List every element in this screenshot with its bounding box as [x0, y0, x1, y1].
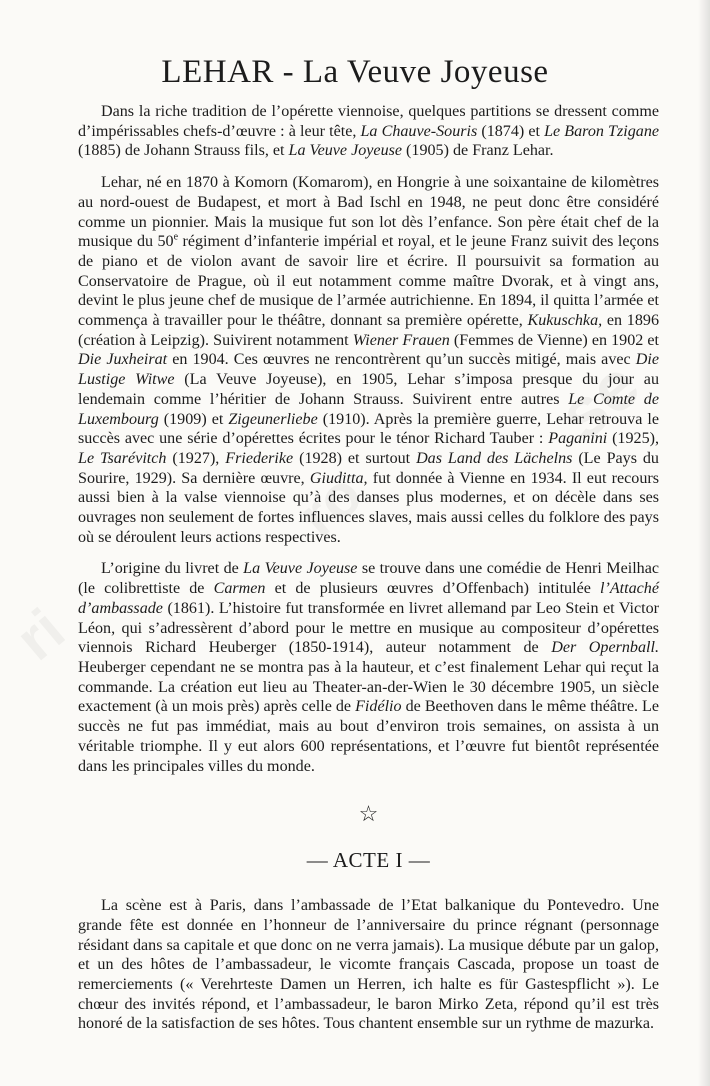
- italic-title: Der Opernball.: [551, 639, 659, 657]
- italic-title: La Chauve-Souris: [360, 122, 478, 140]
- text-run: fut donnée à Vienne en 1934. Il eut recours aussi bien à la valse viennoise qu’à des danses plus modernes, et on décèle dans ses ouvrages non seulement de fortes influences slaves, mais aussi celles du folklore des pays où se déroulent leurs actions respectives.: [78, 469, 659, 546]
- text-run: régiment d’infanterie impérial et royal, et le jeune Franz suivit des leçons de piano et de violon avant de savoir lire et écrire. Il poursuivit sa formation au Conservatoire de Prague, où il eut notamment comme maître Dvorak, et à vingt ans, devint le plus jeune chef de musique de l’armée autrichienne. En 1894, il quitta l’armée et commença à travailler pour le théâtre, donnant sa première opérette,: [78, 233, 659, 330]
- italic-title: Giuditta,: [309, 469, 368, 487]
- act-heading: — ACTE I —: [306, 848, 431, 873]
- text-run: (1905) de Franz Lehar.: [402, 142, 554, 160]
- text-run: et de plusieurs œuvres d’Offenbach) intitulée: [265, 580, 601, 598]
- text-run: (1909) et: [158, 410, 229, 428]
- text-run: (1874) et: [477, 122, 545, 140]
- italic-title: Die Lustige Witwe: [78, 351, 659, 389]
- italic-title: La Veuve Joyeuse: [243, 560, 358, 578]
- italic-title: Le Comte de Luxembourg: [78, 390, 659, 428]
- text-run: Lehar, né en 1870 à Komorn (Komarom), en Hongrie à une soixantaine de kilomètres au nord-ouest de Budapest, et mort à Bad Ischl en 1948, ne peut donc être considéré comme un pionnier. Mais la musique fut son lot dès l’enfance. Son père était chef de la musique du 50: [78, 174, 659, 251]
- text-run: (Le Pays du Sourire, 1929). Sa dernière œuvre,: [78, 449, 659, 487]
- article-body: [78, 102, 659, 1034]
- text-run: (La Veuve Joyeuse), en 1905, Lehar s’imposa presque du jour au lendemain comme l’héritier de Johann Strauss. Suivirent entre autres: [78, 371, 659, 408]
- italic-title: l’Attaché d’ambassade: [78, 580, 659, 617]
- text-run: (1910). Après la première guerre, Lehar retrouva le succès avec une série d’opérettes écrites pour le ténor Richard Tauber :: [78, 410, 660, 448]
- act-one-paragraph: La scène est à Paris, dans l’ambassade de l’Etat balkanique du Pontevedro. Une grande fête est donnée en l’honneur de l’anniversaire du prince régnant (personnage résidant dans sa capitale et que donc on ne verra jamais). La musique débute par un galop, et un des hôtes de l’ambassadeur, le vicomte français Cascada, propose un toast de remerciements (« Verehrteste Damen un Herren, ich halte es für Gastespflicht »). Le chœur des invités répond, et l’ambassadeur, le baron Mirko Zeta, répond qu’il est très honoré de la satisfaction de ses hôtes. Tous chantent ensemble sur un rythme de mazurka.: [78, 897, 659, 1033]
- biography-paragraph: [78, 173, 659, 547]
- text-run: Heuberger cependant ne se montra pas à la hauteur, et c’est finalement Lehar qui reçut la commande. La création eut lieu au Theater-an-der-Wien le 30 décembre 1905, un siècle exactement (à un mois près) après celle de: [78, 658, 659, 716]
- text-run: (1861). L’histoire fut transformée en livret allemand par Leo Stein et Victor Léon, qui s’adressèrent d’abord pour le mettre en musique au compositeur d’opérettes viennois Richard Heuberger (1850-1914), auteur notamment de: [78, 599, 659, 657]
- superscript: e: [173, 231, 179, 243]
- text-run: de Beethoven dans le même théâtre. Le succès ne fut pas immédiat, mais au bout d’environ trois semaines, on assista à un véritable triomphe. Il y eut alors 600 représentations, et l’œuvre fut bientôt représentée dans les principales villes du monde.: [78, 698, 660, 775]
- italic-title: Das Land des Lächelns: [416, 449, 573, 467]
- italic-title: Carmen: [213, 580, 266, 598]
- libretto-paragraph: [78, 559, 659, 776]
- italic-title: Wiener Frauen: [352, 331, 450, 349]
- text-run: (1925),: [607, 430, 660, 448]
- italic-title: Le Tsarévitch: [78, 449, 167, 467]
- italic-title: Kukuschka,: [527, 312, 603, 330]
- italic-title: La Veuve Joyeuse: [288, 142, 403, 160]
- page-edge-shadow: [698, 0, 710, 1086]
- text-run: (1928) et surtout: [293, 449, 417, 467]
- italic-title: Paganini: [548, 430, 608, 448]
- star-separator-icon: ☆: [358, 801, 379, 827]
- italic-title: Die Juxheirat: [78, 351, 168, 369]
- text-run: en 1904. Ces œuvres ne rencontrèrent qu’un succès mitigé, mais avec: [167, 351, 636, 369]
- text-run: L’origine du livret de: [101, 560, 244, 578]
- text-run: (1885) de Johann Strauss fils, et: [78, 142, 289, 160]
- text-run: Dans la riche tradition de l’opérette viennoise, quelques partitions se dressent comme d’impérissables chefs-d’œuvre : à leur tête,: [78, 103, 659, 140]
- text-run: (1927),: [166, 449, 226, 467]
- text-run: en 1896 (création à Leipzig). Suivirent notamment: [78, 312, 659, 349]
- italic-title: Friederike: [225, 449, 294, 467]
- italic-title: Fidélio: [355, 698, 402, 716]
- italic-title: Zigeunerliebe: [228, 410, 318, 428]
- text-run: (Femmes de Vienne) en 1902 et: [449, 331, 659, 349]
- page-title: LEHAR - La Veuve Joyeuse: [161, 54, 549, 90]
- text-run: se trouve dans une comédie de Henri Meilhac (le colibrettiste de: [78, 560, 660, 598]
- italic-title: Le Baron Tzigane: [544, 122, 660, 140]
- intro-paragraph: [78, 102, 659, 161]
